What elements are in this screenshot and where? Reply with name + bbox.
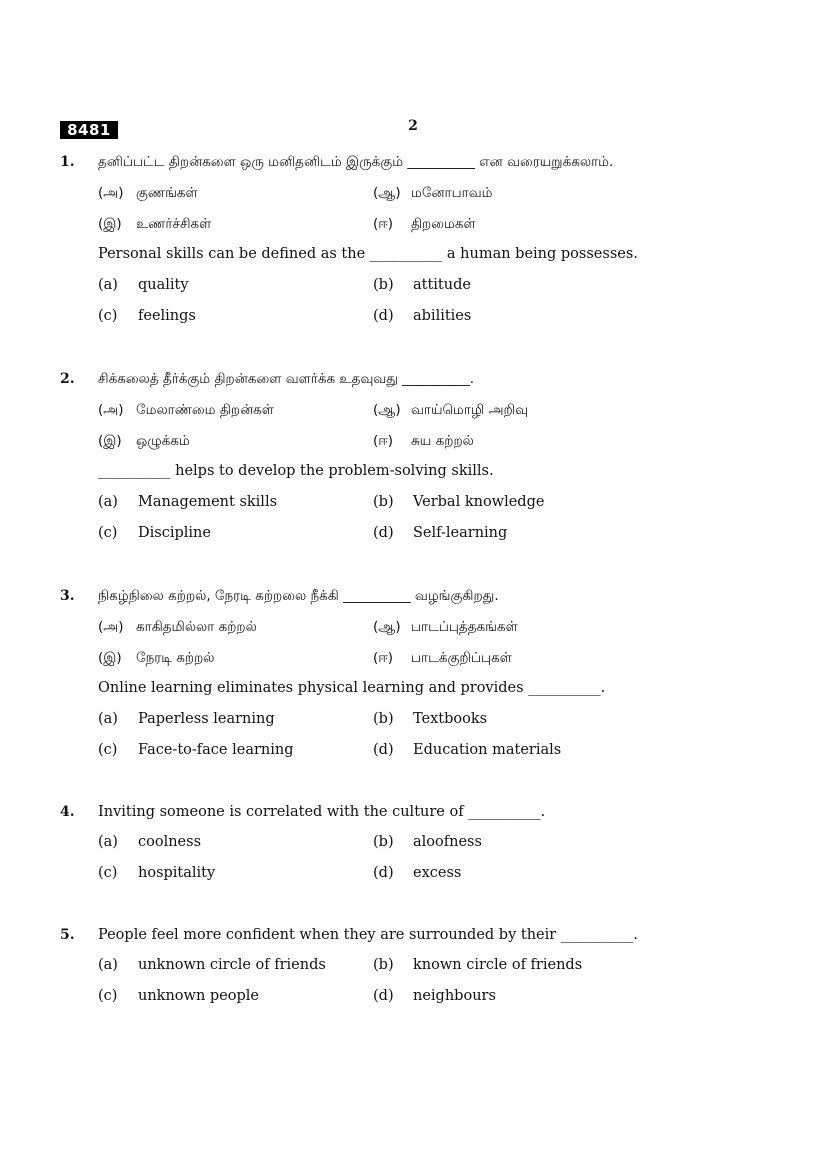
option-label: (b) (373, 957, 394, 973)
english-option-b (373, 711, 487, 727)
option-text: known circle of friends (413, 957, 583, 973)
option-text: Textbooks (413, 711, 488, 727)
option-label: (c) (98, 308, 118, 324)
tamil-question-text: தனிப்பட்ட திறன்களை ஒரு மனிதனிடம் இருக்கும் __________ என வரையறுக்கலாம். (98, 154, 614, 170)
question-number: 4. (60, 804, 75, 820)
english-option-a (98, 494, 277, 510)
english-option-b (373, 277, 471, 293)
option-text: நேரடி கற்றல் (136, 650, 215, 666)
english-option-d (373, 308, 471, 324)
option-text: hospitality (138, 865, 216, 881)
question-number: 1. (60, 154, 75, 170)
option-label: (a) (98, 834, 118, 850)
option-text: குணங்கள் (136, 185, 198, 201)
option-label: (ஈ) (373, 216, 394, 232)
tamil-option-d (373, 650, 512, 668)
option-text: aloofness (413, 834, 482, 850)
option-text: Management skills (138, 494, 278, 510)
option-label: (ஆ) (373, 185, 401, 201)
tamil-option-d (373, 216, 476, 234)
english-option-d (373, 742, 561, 758)
option-text: Verbal knowledge (413, 494, 545, 510)
option-text: காகிதமில்லா கற்றல் (136, 619, 257, 635)
english-question-text: Personal skills can be defined as the __________ a human being possesses. (98, 246, 638, 262)
option-label: (b) (373, 711, 394, 727)
option-label: (d) (373, 988, 394, 1004)
option-label: (b) (373, 494, 394, 510)
tamil-option-c (98, 650, 214, 668)
question-number: 5. (60, 927, 75, 943)
option-text: Education materials (413, 742, 562, 758)
english-option-a (98, 834, 201, 850)
page-number: 2 (408, 118, 418, 134)
option-text: neighbours (413, 988, 496, 1004)
option-label: (d) (373, 865, 394, 881)
option-text: மேலாண்மை திறன்கள் (136, 402, 274, 418)
tamil-option-a (98, 185, 198, 203)
english-option-a (98, 277, 189, 293)
option-text: ஒழுக்கம் (136, 433, 190, 449)
option-label: (அ) (98, 402, 124, 418)
option-text: Discipline (138, 525, 211, 541)
paper-code-badge: 8481 (60, 121, 118, 139)
option-label: (a) (98, 957, 118, 973)
option-text: சுய கற்றல் (411, 433, 474, 449)
option-text: attitude (413, 277, 471, 293)
tamil-question-text: சிக்கலைத் தீர்க்கும் திறன்களை வளர்க்க உதவுவது __________. (98, 371, 475, 387)
option-label: (d) (373, 308, 394, 324)
option-text: abilities (413, 308, 472, 324)
tamil-option-c (98, 216, 211, 234)
option-text: Paperless learning (138, 711, 275, 727)
option-label: (c) (98, 865, 118, 881)
english-option-b (373, 834, 482, 850)
english-question-text: People feel more confident when they are surrounded by their __________. (98, 927, 638, 943)
english-option-c (98, 525, 211, 541)
option-text: coolness (138, 834, 202, 850)
option-label: (ஆ) (373, 619, 401, 635)
english-option-d (373, 525, 507, 541)
option-label: (ஈ) (373, 433, 394, 449)
tamil-option-a (98, 619, 257, 637)
tamil-option-a (98, 402, 274, 420)
option-text: unknown circle of friends (138, 957, 326, 973)
english-option-c (98, 865, 215, 881)
option-label: (இ) (98, 650, 122, 666)
option-text: quality (138, 277, 189, 293)
option-text: feelings (138, 308, 196, 324)
question-number: 3. (60, 588, 75, 604)
english-question-text: Online learning eliminates physical learning and provides __________. (98, 680, 606, 696)
option-text: பாடப்புத்தகங்கள் (411, 619, 518, 635)
option-label: (c) (98, 525, 118, 541)
question-number: 2. (60, 371, 75, 387)
option-text: வாய்மொழி அறிவு (411, 402, 529, 418)
option-text: பாடக்குறிப்புகள் (411, 650, 512, 666)
option-label: (a) (98, 711, 118, 727)
option-label: (அ) (98, 185, 124, 201)
english-option-a (98, 711, 275, 727)
option-label: (a) (98, 494, 118, 510)
option-label: (b) (373, 834, 394, 850)
english-option-b (373, 957, 582, 973)
tamil-question-text: நிகழ்நிலை கற்றல், நேரடி கற்றலை நீக்கி __________ வழங்குகிறது. (98, 588, 499, 604)
option-label: (இ) (98, 216, 122, 232)
tamil-option-c (98, 433, 190, 451)
option-text: மனோபாவம் (411, 185, 493, 201)
option-label: (a) (98, 277, 118, 293)
english-option-d (373, 865, 461, 881)
option-text: உணர்ச்சிகள் (136, 216, 212, 232)
option-label: (அ) (98, 619, 124, 635)
option-label: (d) (373, 742, 394, 758)
option-text: excess (413, 865, 462, 881)
option-label: (இ) (98, 433, 122, 449)
english-question-text: __________ helps to develop the problem-solving skills. (98, 463, 494, 479)
tamil-option-b (373, 619, 518, 637)
tamil-option-b (373, 402, 528, 420)
option-label: (d) (373, 525, 394, 541)
option-label: (ஆ) (373, 402, 401, 418)
option-label: (c) (98, 742, 118, 758)
english-option-c (98, 308, 196, 324)
english-option-c (98, 988, 259, 1004)
option-text: திறமைகள் (411, 216, 476, 232)
option-label: (c) (98, 988, 118, 1004)
tamil-option-d (373, 433, 474, 451)
option-text: Self-learning (413, 525, 508, 541)
english-option-d (373, 988, 496, 1004)
english-option-c (98, 742, 294, 758)
option-label: (ஈ) (373, 650, 394, 666)
option-label: (b) (373, 277, 394, 293)
english-option-b (373, 494, 544, 510)
english-question-text: Inviting someone is correlated with the culture of __________. (98, 804, 546, 820)
option-text: Face-to-face learning (138, 742, 294, 758)
tamil-option-b (373, 185, 492, 203)
english-option-a (98, 957, 326, 973)
option-text: unknown people (138, 988, 259, 1004)
